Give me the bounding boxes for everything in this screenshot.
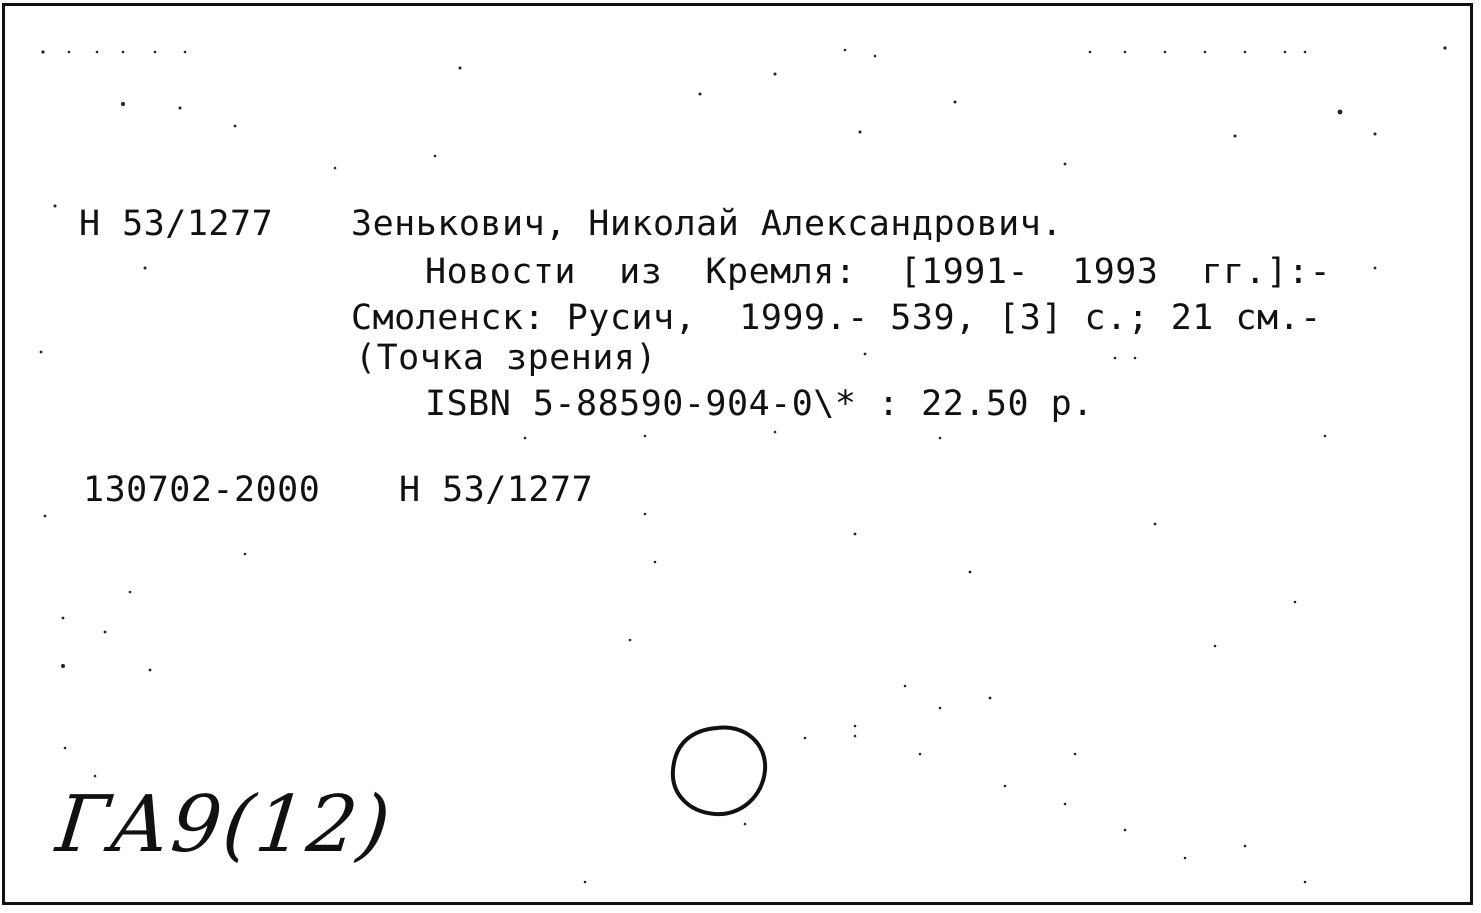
handwritten-classification: ГА9(12) [52, 780, 397, 870]
series-line: (Точка зрения) [355, 338, 658, 378]
imprint-line: Смоленск: Русич, 1999.- 539, [3] с.; 21 см.- [351, 298, 1322, 338]
author-heading: Зенькович, Николай Александрович. [351, 204, 1063, 244]
punch-hole [667, 722, 777, 822]
catalog-card [2, 3, 1473, 905]
accession-number: 130702-2000 [83, 470, 321, 510]
accession-call-number: Н 53/1277 [399, 470, 594, 510]
isbn-line: ISBN 5-88590-904-0\* : 22.50 р. [425, 384, 1094, 424]
call-number: Н 53/1277 [79, 204, 274, 244]
title-line: Новости из Кремля: [1991- 1993 гг.]:- [425, 252, 1332, 292]
